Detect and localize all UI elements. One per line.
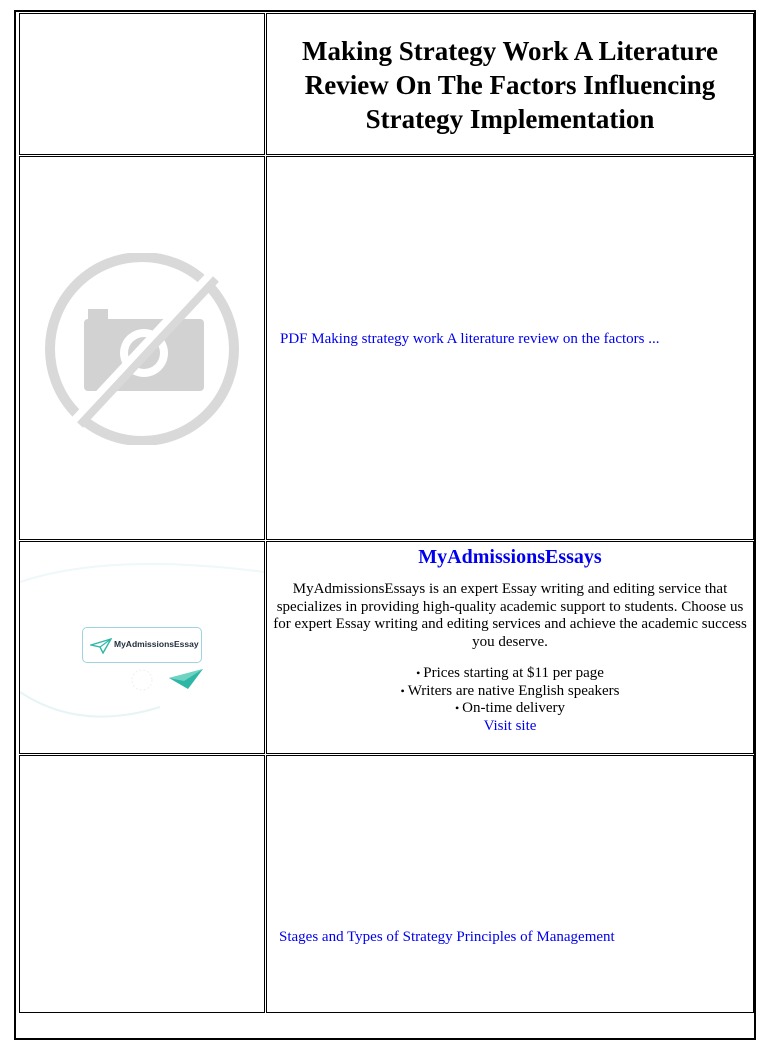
logo-plane-icon — [90, 638, 112, 654]
page-title: Making Strategy Work A Literature Review On The Factors Influencing Strategy Implementation — [302, 36, 718, 134]
ad-logo-text: MyAdmissionsEssay — [114, 639, 199, 649]
result-2-link[interactable]: Stages and Types of Strategy Principles of Management — [279, 929, 615, 945]
paper-plane-icon — [168, 668, 204, 690]
ad-visit-row — [267, 717, 753, 735]
result-1-link-cell — [266, 156, 754, 540]
ad-feature-item: • Writers are native English speakers — [267, 683, 753, 701]
ad-heading[interactable] — [267, 544, 753, 570]
ad-feature-item: • On-time delivery — [267, 700, 753, 718]
result-2-link-cell — [266, 755, 754, 1013]
ad-logo-box — [82, 627, 202, 663]
ad-feature-item: • Prices starting at $11 per page — [267, 665, 753, 683]
visit-site-link[interactable]: Visit site — [483, 718, 537, 734]
ad-logo-banner[interactable] — [20, 542, 264, 753]
result-1-image-cell — [19, 156, 265, 540]
ad-logo-cell — [19, 541, 265, 754]
header-title-cell — [266, 13, 754, 155]
no-image-camera-icon — [40, 253, 244, 445]
result-1-link[interactable]: PDF Making strategy work A literature review on the factors ... — [280, 331, 660, 347]
ad-content-cell — [266, 541, 754, 754]
page-frame — [14, 10, 756, 1040]
ad-features-list — [267, 665, 753, 718]
result-2-image-cell — [19, 755, 265, 1013]
ad-heading-link[interactable]: MyAdmissionsEssays — [418, 546, 602, 568]
header-left-cell — [19, 13, 265, 155]
ad-description: MyAdmissionsEssays is an expert Essay writing and editing service that specializes in providing high-quality academic support to students. Choose us for expert Essay writing and editing services and achieve the academic success you deserve. — [273, 581, 747, 650]
